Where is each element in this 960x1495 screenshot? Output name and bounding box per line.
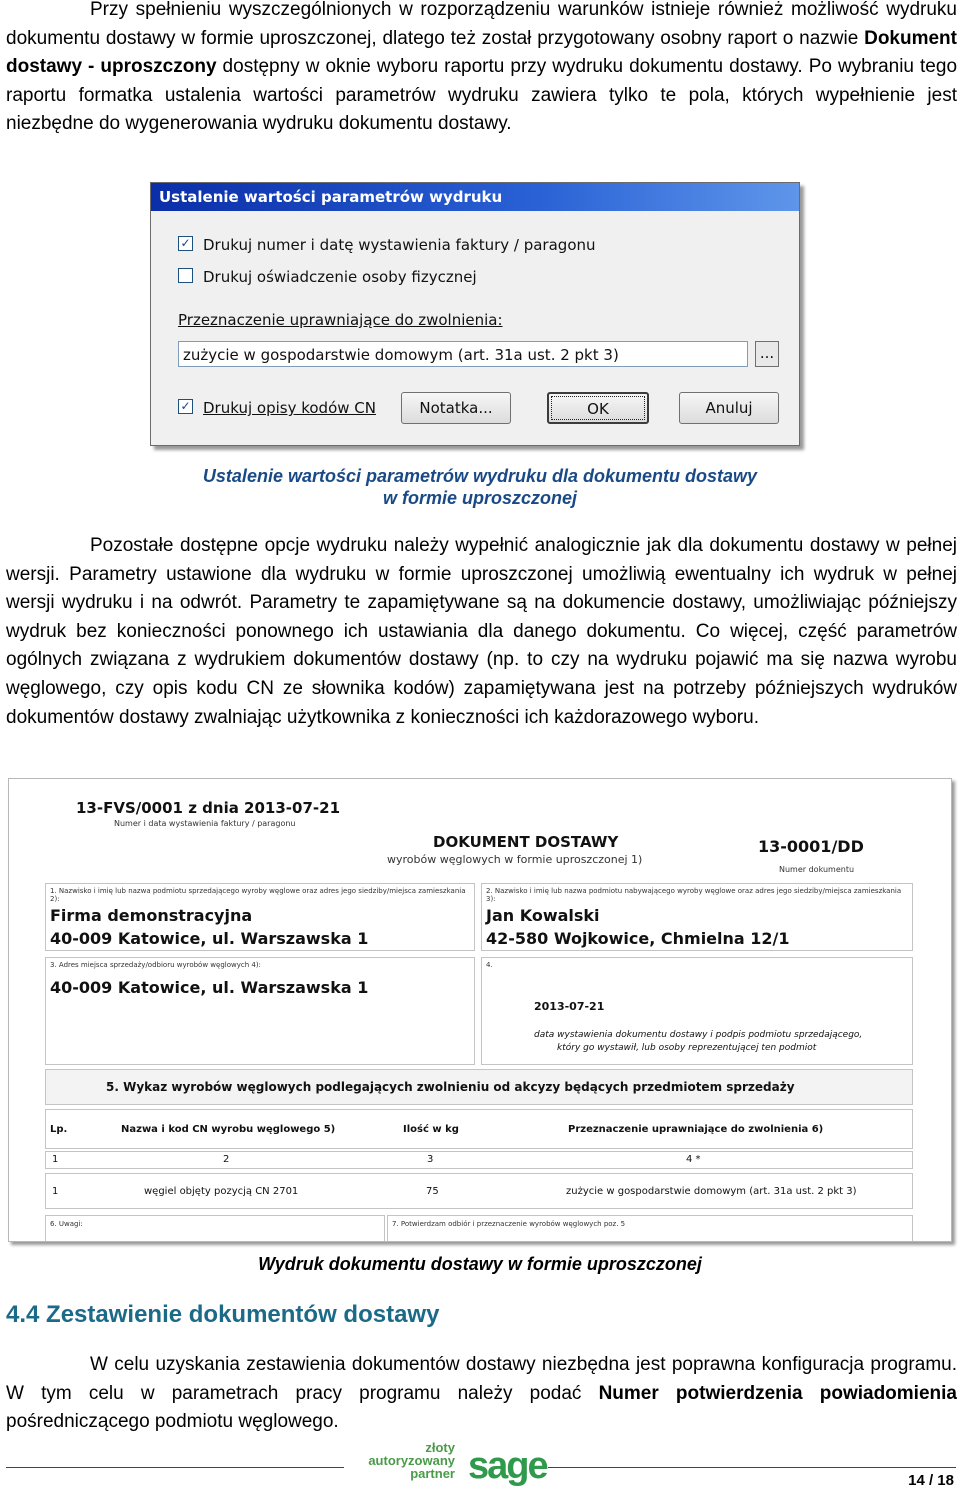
signature-box: 4. 2013-07-21 data wystawienia dokumentu dostawy i podpis podmiotu sprzedającego, który go wystawił, lub osoby reprezentującej ten podmiot bbox=[481, 957, 913, 1065]
section-5-header: 5. Wykaz wyrobów węglowych podlegających zwolnieniu od akcyzy będących przedmiotem sprzedaży bbox=[45, 1069, 913, 1105]
document-number: 13-0001/DD bbox=[758, 837, 864, 856]
figure-caption-1: Ustalenie wartości parametrów wydruku dla dokumentu dostawy w formie uproszczonej bbox=[202, 466, 758, 508]
partner-logo: złoty autoryzowany partner bbox=[368, 1440, 455, 1481]
document-number-caption: Numer dokumentu bbox=[779, 865, 855, 874]
page-number: 14 / 18 bbox=[908, 1472, 954, 1489]
table-header: Lp. Nazwa i kod CN wyrobu węglowego 5) Ilość w kg Przeznaczenie uprawniające do zwolnienia 6) bbox=[45, 1109, 913, 1149]
table-row: 1 węgiel objęty pozycją CN 2701 75 zużycie w gospodarstwie domowym (art. 31a ust. 2 pkt 3) bbox=[45, 1173, 913, 1209]
seller-box: 1. Nazwisko i imię lub nazwa podmiotu sprzedającego wyroby węglowe oraz adres jego siedziby/miejsca zamieszkania 2): Firma demonstracyjna 40-009 Katowice, ul. Warszawska 1 bbox=[45, 883, 475, 951]
sage-logo: sage bbox=[468, 1445, 547, 1487]
confirmation-box: 7. Potwierdzam odbiór i przeznaczenie wyrobów węglowych poz. 5 bbox=[387, 1215, 913, 1241]
cancel-button[interactable]: Anuluj bbox=[679, 392, 779, 424]
purpose-field[interactable]: zużycie w gospodarstwie domowym (art. 31a ust. 2 pkt 3) bbox=[178, 341, 748, 367]
checkbox-print-declaration[interactable]: Drukuj oświadczenie osoby fizycznej bbox=[178, 267, 477, 287]
ok-button[interactable]: OK bbox=[547, 392, 649, 424]
remarks-box: 6. Uwagi: bbox=[45, 1215, 385, 1241]
report-name: Dokument dostawy - uproszczony bbox=[6, 27, 957, 78]
sale-address: 40-009 Katowice, ul. Warszawska 1 bbox=[50, 978, 369, 997]
checkbox-print-invoice-number[interactable]: ✓ Drukuj numer i datę wystawienia faktury / paragonu bbox=[178, 235, 596, 255]
table-row: 1 2 3 4 * bbox=[45, 1151, 913, 1169]
issue-date: 2013-07-21 bbox=[534, 1000, 605, 1013]
config-paragraph: W celu uzyskania zestawienia dokumentów dostawy niezbędna jest poprawna konfiguracja programu. W tym celu w parametrach pracy programu należy podać Numer potwierdzenia powiadomienia pośredniczącego podmiotu węglowego. bbox=[6, 1354, 957, 1433]
footer-divider bbox=[6, 1467, 344, 1468]
footer-divider bbox=[548, 1467, 956, 1468]
delivery-document-printout bbox=[8, 778, 952, 1242]
invoice-number: 13-FVS/0001 z dnia 2013-07-21 bbox=[76, 799, 341, 817]
intro-paragraph: Przy spełnieniu wyszczególnionych w rozporządzeniu warunków istnieje również możliwość wydruku dokumentu dostawy w formie uproszczonej, dlatego też został przygotowany osobny raport o nazwie Dokument dostawy - uproszczony dostępny w oknie wyboru raportu przy wydruku dokumentu dostawy. Po wybraniu tego raportu formatka ustalenia wartości parametrów wydruku zawiera tylko te pola, których wypełnienie jest niezbędne do wygenerowania wydruku dokumentu dostawy. bbox=[6, 0, 958, 135]
checkbox-checked-icon[interactable]: ✓ bbox=[178, 399, 193, 414]
document-subtitle: wyrobów węglowych w formie uproszczonej 1) bbox=[387, 853, 643, 866]
section-heading: 4.4 Zestawienie dokumentów dostawy bbox=[6, 1301, 440, 1328]
invoice-number-caption: Numer i data wystawienia faktury / paragonu bbox=[114, 819, 296, 828]
body-paragraph: Pozostałe dostępne opcje wydruku należy wypełnić analogicznie jak dla dokumentu dostawy w pełnej wersji. Parametry ustawione dla wydruku w formie uproszczonej umożliwią ewentualny ich wydruk w pełnej wersji wydruku i na odwrót. Parametry te zapamiętywane są na dokumencie dostawy, umożliwiając późniejszy wydruk bez konieczności ponownego ich ustawiania dla danego dokumentu. Co więcej, część parametrów ogólnych związana z wydrukiem dokumentów dostawy (np. to czy na wydruku pojawić ma się nazwa wyrobu węglowego, czy opis kodu CN ze słownika kodów) zapamiętywana jest na potrzeby późniejszych wydruków dokumentów dostawy zwalniając użytkownika z konieczności ich każdorazowego wyboru. bbox=[6, 535, 957, 728]
dialog-title: Ustalenie wartości parametrów wydruku bbox=[151, 183, 799, 211]
checkbox-unchecked-icon[interactable] bbox=[178, 268, 193, 283]
purpose-browse-button[interactable]: ... bbox=[755, 341, 779, 367]
figure-caption-2: Wydruk dokumentu dostawy w formie uproszczonej bbox=[258, 1254, 702, 1274]
checkbox-print-cn-descriptions[interactable]: ✓ Drukuj opisy kodów CN bbox=[178, 398, 376, 418]
document-title: DOKUMENT DOSTAWY bbox=[433, 833, 619, 851]
buyer-box: 2. Nazwisko i imię lub nazwa podmiotu nabywającego wyroby węglowe oraz adres jego siedziby/miejsca zamieszkania 3): Jan Kowalski 42-580 Wojkowice, Chmielna 12/1 bbox=[481, 883, 913, 951]
seller-name: Firma demonstracyjna bbox=[50, 906, 253, 925]
purpose-label: Przeznaczenie uprawniające do zwolnienia: bbox=[178, 311, 503, 329]
seller-address: 40-009 Katowice, ul. Warszawska 1 bbox=[50, 929, 369, 948]
buyer-name: Jan Kowalski bbox=[486, 906, 600, 925]
sale-address-box: 3. Adres miejsca sprzedaży/odbioru wyrobów węglowych 4): 40-009 Katowice, ul. Warszawska 1 bbox=[45, 957, 475, 1065]
print-parameters-dialog bbox=[150, 182, 800, 446]
note-button[interactable]: Notatka... bbox=[401, 392, 511, 424]
checkbox-checked-icon[interactable]: ✓ bbox=[178, 236, 193, 251]
buyer-address: 42-580 Wojkowice, Chmielna 12/1 bbox=[486, 929, 790, 948]
